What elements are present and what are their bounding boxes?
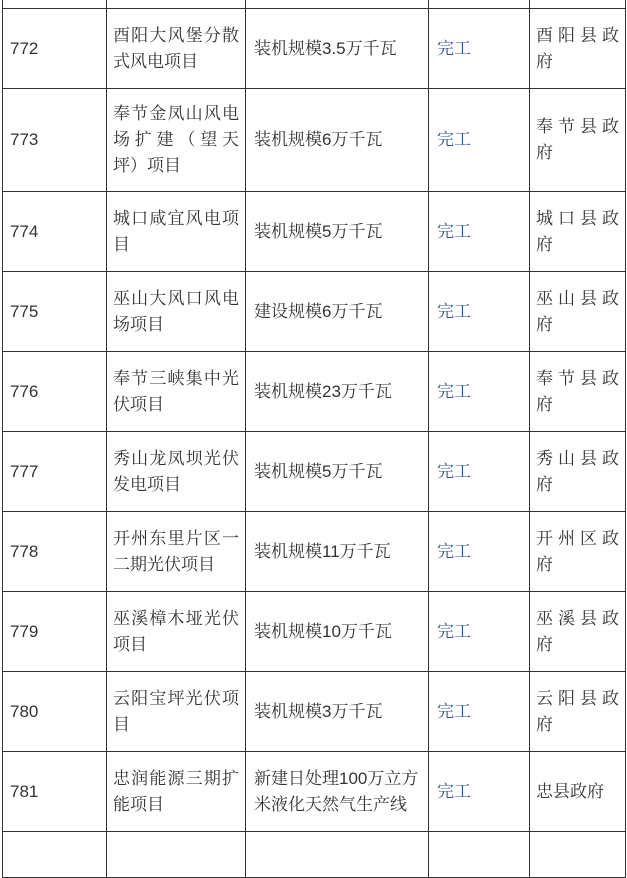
- cell-scale: 装机规模3.5万千瓦: [246, 9, 429, 89]
- cell-government: 巫山县政府: [530, 272, 626, 352]
- cell-row-number: 773: [3, 89, 107, 192]
- cell-government: 酉阳县政府: [530, 9, 626, 89]
- cell-scale: 装机规模10万千瓦: [246, 592, 429, 672]
- cell-row-number: 778: [3, 512, 107, 592]
- cell-project-name: 酉阳大风堡分散式风电项目: [107, 9, 246, 89]
- cell-row-number: 780: [3, 672, 107, 752]
- cell-status: 完工: [429, 352, 530, 432]
- table-row: [3, 89, 626, 192]
- table-row: [3, 432, 626, 512]
- cell-government: 巫溪县政府: [530, 592, 626, 672]
- empty-cell: [429, 0, 530, 9]
- cell-status: 完工: [429, 752, 530, 832]
- cell-scale: 装机规模11万千瓦: [246, 512, 429, 592]
- cell-project-name: 巫山大风口风电场项目: [107, 272, 246, 352]
- cell-row-number: 775: [3, 272, 107, 352]
- table-row: [3, 672, 626, 752]
- cell-status: 完工: [429, 672, 530, 752]
- cell-project-name: 开州东里片区一二期光伏项目: [107, 512, 246, 592]
- cell-row-number: 779: [3, 592, 107, 672]
- table-row: [3, 192, 626, 272]
- cell-project-name: 巫溪樟木垭光伏项目: [107, 592, 246, 672]
- cell-status: 完工: [429, 192, 530, 272]
- cell-row-number: 776: [3, 352, 107, 432]
- cell-scale: 装机规模23万千瓦: [246, 352, 429, 432]
- table-row: [3, 352, 626, 432]
- project-status-table: [2, 0, 626, 878]
- cell-government: 开州区政府: [530, 512, 626, 592]
- cell-scale: 装机规模5万千瓦: [246, 192, 429, 272]
- cell-scale: 新建日处理100万立方米液化天然气生产线: [246, 752, 429, 832]
- partial-row-top: [3, 0, 626, 9]
- cell-row-number: 772: [3, 9, 107, 89]
- table-row: [3, 512, 626, 592]
- empty-cell: [530, 832, 626, 878]
- cell-project-name: 忠润能源三期扩能项目: [107, 752, 246, 832]
- cell-status: 完工: [429, 432, 530, 512]
- cell-status: 完工: [429, 9, 530, 89]
- cell-project-name: 城口咸宜风电项目: [107, 192, 246, 272]
- cell-project-name: 奉节三峡集中光伏项目: [107, 352, 246, 432]
- project-table-container: [2, 0, 626, 878]
- cell-project-name: 奉节金凤山风电场扩建（望天坪）项目: [107, 89, 246, 192]
- empty-cell: [246, 832, 429, 878]
- table-row: [3, 592, 626, 672]
- empty-cell: [246, 0, 429, 9]
- cell-row-number: 781: [3, 752, 107, 832]
- cell-scale: 装机规模5万千瓦: [246, 432, 429, 512]
- cell-scale: 装机规模3万千瓦: [246, 672, 429, 752]
- cell-scale: 建设规模6万千瓦: [246, 272, 429, 352]
- empty-cell: [107, 832, 246, 878]
- empty-cell: [3, 832, 107, 878]
- cell-government: 秀山县政府: [530, 432, 626, 512]
- empty-cell: [3, 0, 107, 9]
- cell-status: 完工: [429, 592, 530, 672]
- empty-cell: [429, 832, 530, 878]
- cell-status: 完工: [429, 272, 530, 352]
- cell-government: 奉节县政府: [530, 89, 626, 192]
- cell-project-name: 云阳宝坪光伏项目: [107, 672, 246, 752]
- cell-status: 完工: [429, 89, 530, 192]
- cell-project-name: 秀山龙凤坝光伏发电项目: [107, 432, 246, 512]
- cell-government: 城口县政府: [530, 192, 626, 272]
- cell-row-number: 774: [3, 192, 107, 272]
- cell-status: 完工: [429, 512, 530, 592]
- cell-government: 奉节县政府: [530, 352, 626, 432]
- table-row: [3, 272, 626, 352]
- partial-row-bottom: [3, 832, 626, 878]
- table-row: [3, 752, 626, 832]
- cell-row-number: 777: [3, 432, 107, 512]
- empty-cell: [530, 0, 626, 9]
- cell-government: 忠县政府: [530, 752, 626, 832]
- table-row: [3, 9, 626, 89]
- cell-scale: 装机规模6万千瓦: [246, 89, 429, 192]
- cell-government: 云阳县政府: [530, 672, 626, 752]
- empty-cell: [107, 0, 246, 9]
